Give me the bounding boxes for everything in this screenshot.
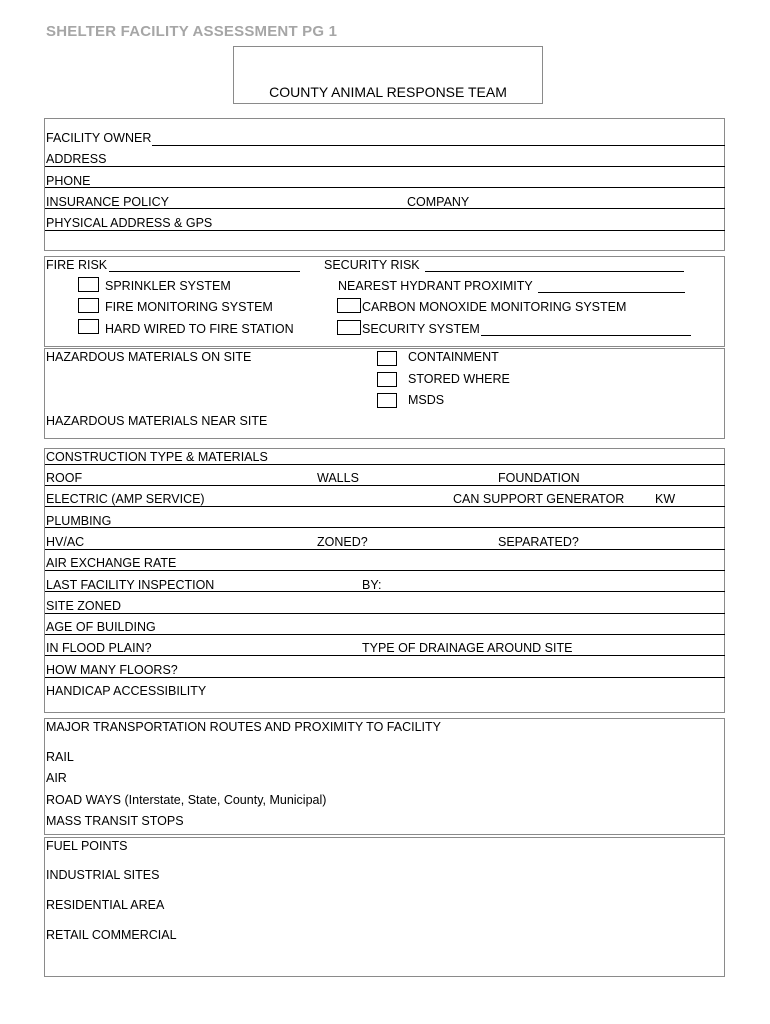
electric-label: ELECTRIC (AMP SERVICE) [46, 492, 205, 506]
electric-line[interactable] [45, 506, 725, 507]
last-inspection-line[interactable] [45, 591, 725, 592]
rail-label: RAIL [46, 750, 74, 764]
hard-wired-checkbox[interactable] [78, 319, 99, 334]
sprinkler-checkbox[interactable] [78, 277, 99, 292]
walls-label: WALLS [317, 471, 359, 485]
site-zoned-label: SITE ZONED [46, 599, 122, 613]
header-box-text: COUNTY ANIMAL RESPONSE TEAM [269, 84, 507, 100]
retail-label: RETAIL COMMERCIAL [46, 928, 177, 942]
foundation-label: FOUNDATION [498, 471, 580, 485]
phone-line[interactable] [45, 187, 725, 188]
drainage-label: TYPE OF DRAINAGE AROUND SITE [362, 641, 573, 655]
facility-owner-line[interactable] [152, 145, 725, 146]
hazmat-near-site-label: HAZARDOUS MATERIALS NEAR SITE [46, 414, 268, 428]
separated-label: SEPARATED? [498, 535, 579, 549]
address-label: ADDRESS [46, 152, 107, 166]
mass-transit-label: MASS TRANSIT STOPS [46, 814, 184, 828]
age-line[interactable] [45, 634, 725, 635]
physical-address-label: PHYSICAL ADDRESS & GPS [46, 216, 213, 230]
msds-label: MSDS [408, 393, 445, 407]
hvac-label: HV/AC [46, 535, 85, 549]
physical-address-line[interactable] [45, 230, 725, 231]
containment-label: CONTAINMENT [408, 350, 499, 364]
site-zoned-line[interactable] [45, 613, 725, 614]
msds-checkbox[interactable] [377, 393, 397, 408]
insurance-line[interactable] [45, 208, 725, 209]
fire-risk-line[interactable] [109, 271, 300, 272]
fire-monitoring-label: FIRE MONITORING SYSTEM [105, 300, 273, 314]
security-risk-label: SECURITY RISK [324, 258, 420, 272]
security-system-line[interactable] [481, 335, 691, 336]
hydrant-label: NEAREST HYDRANT PROXIMITY [338, 279, 533, 293]
air-label: AIR [46, 771, 67, 785]
security-risk-line[interactable] [425, 271, 684, 272]
hard-wired-label: HARD WIRED TO FIRE STATION [105, 322, 294, 336]
handicap-label: HANDICAP ACCESSIBILITY [46, 684, 207, 698]
construction-label: CONSTRUCTION TYPE & MATERIALS [46, 450, 268, 464]
phone-label: PHONE [46, 174, 91, 188]
floors-line[interactable] [45, 677, 725, 678]
facility-owner-label: FACILITY OWNER [46, 131, 152, 145]
construction-line[interactable] [45, 464, 725, 465]
residential-label: RESIDENTIAL AREA [46, 898, 165, 912]
plumbing-line[interactable] [45, 527, 725, 528]
stored-where-checkbox[interactable] [377, 372, 397, 387]
road-ways-label: ROAD WAYS (Interstate, State, County, Municipal) [46, 793, 327, 807]
hydrant-line[interactable] [538, 292, 685, 293]
address-line[interactable] [45, 166, 725, 167]
co-monitoring-checkbox[interactable] [337, 298, 361, 313]
plumbing-label: PLUMBING [46, 514, 112, 528]
security-system-checkbox[interactable] [337, 320, 361, 335]
sprinkler-label: SPRINKLER SYSTEM [105, 279, 231, 293]
security-system-label: SECURITY SYSTEM [362, 322, 480, 336]
flood-plain-label: IN FLOOD PLAIN? [46, 641, 152, 655]
flood-plain-line[interactable] [45, 655, 725, 656]
roof-label: ROOF [46, 471, 83, 485]
page-title: SHELTER FACILITY ASSESSMENT PG 1 [46, 23, 338, 40]
routes-label: MAJOR TRANSPORTATION ROUTES AND PROXIMITY TO FACILITY [46, 720, 441, 734]
by-label: BY: [362, 578, 382, 592]
fire-risk-label: FIRE RISK [46, 258, 108, 272]
last-inspection-label: LAST FACILITY INSPECTION [46, 578, 215, 592]
floors-label: HOW MANY FLOORS? [46, 663, 178, 677]
air-exchange-line[interactable] [45, 570, 725, 571]
zoned-label: ZONED? [317, 535, 368, 549]
fuel-points-label: FUEL POINTS [46, 839, 128, 853]
hvac-line[interactable] [45, 549, 725, 550]
industrial-label: INDUSTRIAL SITES [46, 868, 160, 882]
generator-label: CAN SUPPORT GENERATOR [453, 492, 625, 506]
kw-label: KW [655, 492, 676, 506]
containment-checkbox[interactable] [377, 351, 397, 366]
co-monitoring-label: CARBON MONOXIDE MONITORING SYSTEM [362, 300, 627, 314]
stored-where-label: STORED WHERE [408, 372, 510, 386]
hazmat-on-site-label: HAZARDOUS MATERIALS ON SITE [46, 350, 252, 364]
age-label: AGE OF BUILDING [46, 620, 156, 634]
fire-monitoring-checkbox[interactable] [78, 298, 99, 313]
roof-line[interactable] [45, 485, 725, 486]
air-exchange-label: AIR EXCHANGE RATE [46, 556, 177, 570]
insurance-policy-label: INSURANCE POLICY [46, 195, 169, 209]
company-label: COMPANY [407, 195, 470, 209]
